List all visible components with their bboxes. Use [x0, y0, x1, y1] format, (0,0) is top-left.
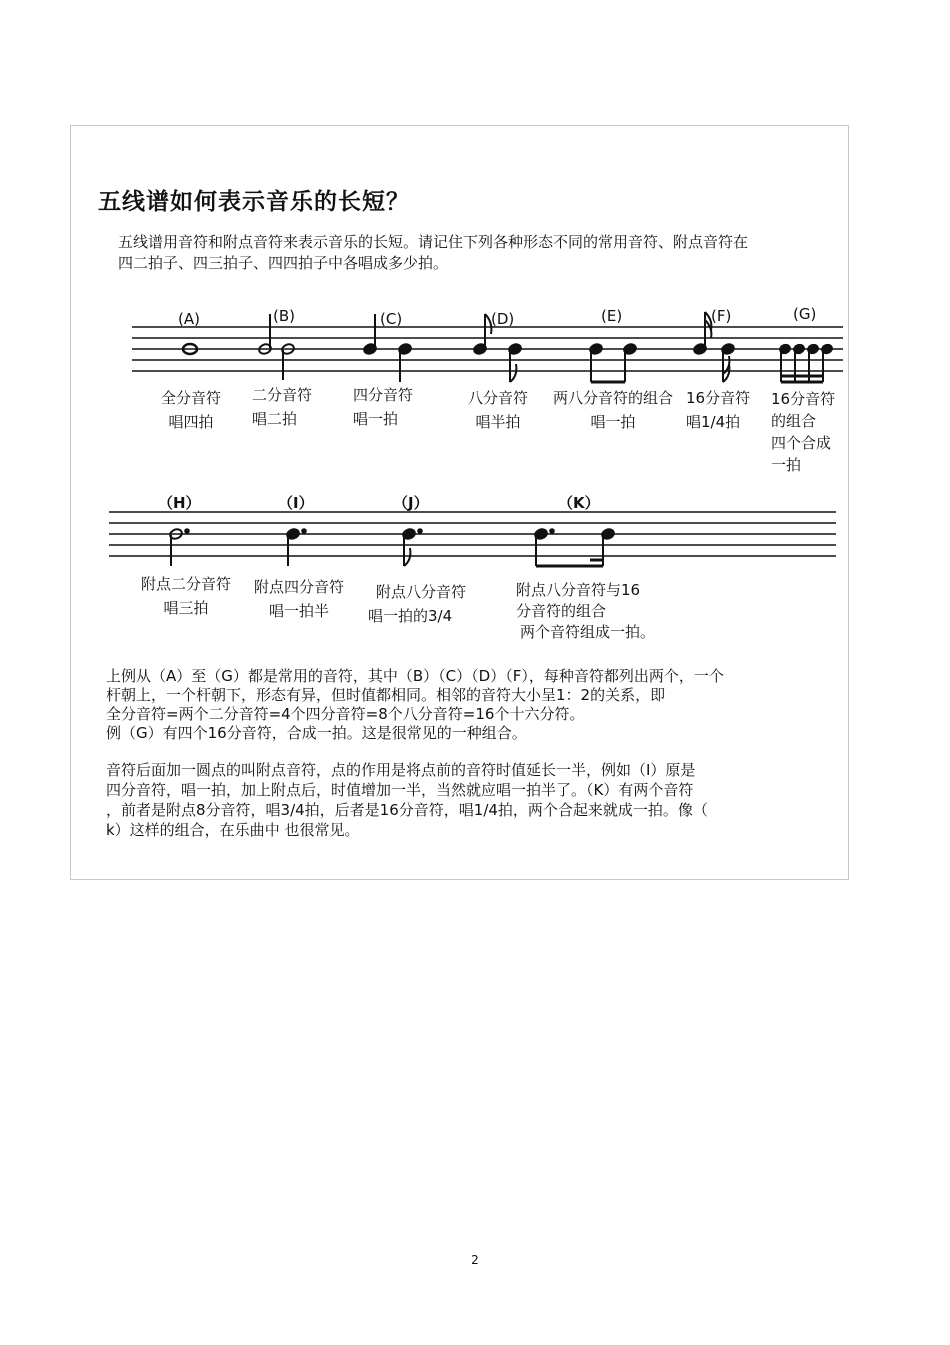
note-label-h: 附点二分音符 唱三拍	[140, 575, 231, 617]
note-letter: (D)	[491, 310, 515, 328]
note-label-d: 八分音符 唱半拍	[467, 389, 528, 431]
note-label-g: 16分音符 的组合 四个合成 一拍	[771, 390, 836, 474]
note-letter: (B)	[273, 307, 295, 325]
note-label-j: 附点八分音符 唱一拍的3/4	[368, 583, 467, 625]
note-letter: (G)	[793, 305, 817, 323]
staff-lines-row1	[132, 327, 843, 371]
note-label-k: 附点八分音符与16 分音符的组合 两个音符组成一拍。	[516, 581, 656, 641]
note-label-a: 全分音符 唱四拍	[160, 389, 221, 431]
dotted-eighth-note	[402, 528, 422, 566]
note-letter: (E)	[601, 307, 623, 325]
intro-line: 四二拍子、四三拍子、四四拍子中各唱成多少拍。	[118, 254, 449, 272]
note-letter: （J）	[393, 494, 429, 512]
staff-lines-row2	[109, 512, 836, 556]
note-label-b: 二分音符 唱二拍	[252, 386, 313, 428]
note-letter: (C)	[380, 310, 403, 328]
note-letter: （H）	[158, 494, 201, 512]
note-label-e: 两八分音符的组合 唱一拍	[552, 389, 673, 431]
note-letter: （I）	[278, 494, 314, 512]
intro-line: 五线谱用音符和附点音符来表示音乐的长短。请记住下列各种形态不同的常用音符、附点音符在	[118, 233, 749, 251]
note-label-i: 附点四分音符 唱一拍半	[253, 578, 344, 620]
note-letter: (A)	[178, 310, 200, 328]
page-title: 五线谱如何表示音乐的长短？	[98, 189, 410, 215]
note-letter: （K）	[558, 494, 600, 512]
explanation-paragraph-1: 上例从（A）至（G）都是常用的音符，其中（B）（C）（D）（F），每种音符都列出两个，一个 杆朝上，一个杆朝下，形态有异，但时值都相同。相邻的音符大小呈1：2的关系，即 全分音符=两个二分音符=4个四分音符=8个八分音符=16个十六分符。 例（G）有四个16分音符，合成一拍。这是很常见的一种组合。	[106, 667, 724, 742]
note-label-f: 16分音符 唱1/4拍	[686, 389, 751, 431]
explanation-paragraph-2: 音符后面加一圆点的叫附点音符，点的作用是将点前的音符时值延长一半，例如（I）原是 四分音符，唱一拍，加上附点后，时值增加一半，当然就应唱一拍半了。（K）有两个音符 ，前者是附点8分音符，唱3/4拍，后者是16分音符，唱1/4拍，两个合起来就成一拍。像（ k）这样的组合，在乐曲中 也很常见。	[106, 761, 708, 839]
note-label-c: 四分音符 唱一拍	[353, 386, 414, 428]
page-number: 2	[471, 1253, 479, 1267]
dotted-quarter-note	[286, 528, 306, 566]
note-letter: (F)	[711, 307, 732, 325]
